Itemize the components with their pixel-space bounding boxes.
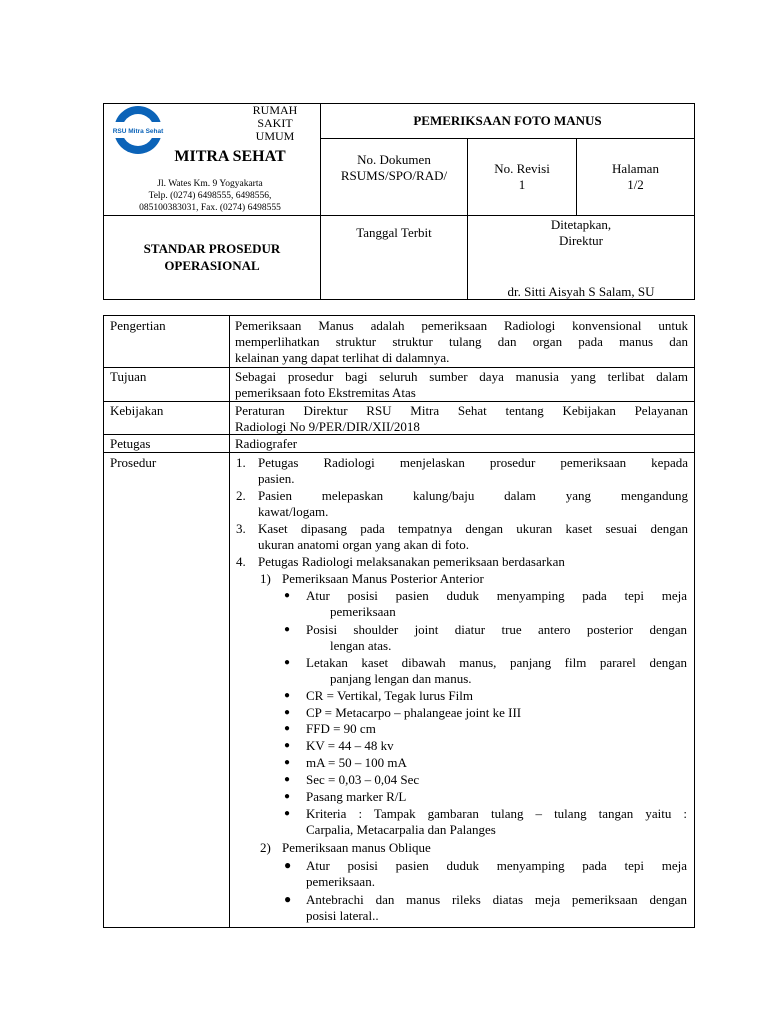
sop-title-line-2: OPERASIONAL xyxy=(164,258,260,273)
sub-2-item-1-line-2: pemeriksaan. xyxy=(306,874,375,889)
sub-1-item-1-line-2: pemeriksaan xyxy=(330,604,396,619)
row-label-prosedur: Prosedur xyxy=(110,455,157,470)
bullet-icon: ● xyxy=(284,892,292,906)
bullet-icon: ● xyxy=(284,723,291,734)
step-4-line-1: Petugas Radiologi melaksanakan pemeriksaan berdasarkan xyxy=(258,554,565,569)
approved-by-label: Ditetapkan, xyxy=(550,217,612,232)
sub-1-title: Pemeriksaan Manus Posterior Anterior xyxy=(282,571,484,586)
address-line-2: Telp. (0274) 6498555, 6498556, xyxy=(148,191,272,201)
address-line-3: 085100383031, Fax. (0274) 6498555 xyxy=(139,203,281,213)
sub-1-number: 1) xyxy=(260,571,271,586)
pengertian-line-2: memperlihatkan struktur struktur tulang dan organ pada manus dan xyxy=(235,334,688,349)
bullet-icon: ● xyxy=(284,774,291,785)
bullet-icon: ● xyxy=(284,858,292,872)
sub-1-item-1-line-1: Atur posisi pasien duduk menyamping pada tepi meja xyxy=(306,588,687,603)
page-value: 1/2 xyxy=(627,177,644,192)
director-name: dr. Sitti Aisyah S Salam, SU xyxy=(507,284,655,299)
sub-1-item-kv: KV = 44 – 48 kv xyxy=(306,738,394,753)
pengertian-line-1: Pemeriksaan Manus adalah pemeriksaan Radiologi konvensional untuk xyxy=(235,318,688,333)
step-4-number: 4. xyxy=(236,554,246,569)
step-1-line-1: Petugas Radiologi menjelaskan prosedur pemeriksaan kepada xyxy=(258,455,688,470)
sub-1-item-3-line-2: panjang lengan dan manus. xyxy=(330,671,472,686)
step-2-line-2: kawat/logam. xyxy=(258,504,329,519)
sub-1-item-sec: Sec = 0,03 – 0,04 Sec xyxy=(306,772,420,787)
petugas-value: Radiografer xyxy=(235,436,298,451)
address-line-1: Jl. Wates Km. 9 Yogyakarta xyxy=(157,179,263,189)
sub-1-item-3-line-1: Letakan kaset dibawah manus, panjang film pararel dengan xyxy=(306,655,687,670)
org-label-line-2: SAKIT xyxy=(257,116,293,130)
tujuan-line-2: pemeriksaan foto Ekstremitas Atas xyxy=(235,385,416,400)
sub-1-item-marker: Pasang marker R/L xyxy=(306,789,407,804)
org-name: MITRA SEHAT xyxy=(174,148,286,165)
doc-number-label: No. Dokumen xyxy=(357,152,431,167)
sub-1-item-ffd: FFD = 90 cm xyxy=(306,721,376,736)
revision-value: 1 xyxy=(518,177,526,192)
page-label: Halaman xyxy=(612,161,659,176)
sub-2-title: Pemeriksaan manus Oblique xyxy=(282,840,431,855)
sub-1-item-ma: mA = 50 – 100 mA xyxy=(306,755,407,770)
kebijakan-line-2: Radiologi No 9/PER/DIR/XII/2018 xyxy=(235,419,420,434)
step-3-number: 3. xyxy=(236,521,246,536)
sub-1-item-kriteria-line-2: Carpalia, Metacarpalia dan Palanges xyxy=(306,822,496,837)
bullet-icon: ● xyxy=(284,757,291,768)
step-1-number: 1. xyxy=(236,455,246,470)
org-label-line-3: UMUM xyxy=(255,129,295,143)
bullet-icon: ● xyxy=(284,707,291,718)
step-1-line-2: pasien. xyxy=(258,471,295,486)
step-2-line-1: Pasien melepaskan kalung/baju dalam yang mengandung xyxy=(258,488,688,503)
pengertian-line-3: kelainan yang dapat terlihat di dalamnya. xyxy=(235,350,450,365)
revision-label: No. Revisi xyxy=(494,161,550,176)
doc-number-value: RSUMS/SPO/RAD/ xyxy=(340,168,448,183)
step-2-number: 2. xyxy=(236,488,246,503)
bullet-icon: ● xyxy=(284,791,291,802)
sub-1-item-2-line-1: Posisi shoulder joint diatur true antero posterior dengan xyxy=(306,622,687,637)
bullet-icon: ● xyxy=(284,740,291,751)
sub-1-item-2-line-2: lengan atas. xyxy=(330,638,392,653)
issued-date-label: Tanggal Terbit xyxy=(356,225,432,240)
sub-1-item-cp: CP = Metacarpo – phalangeae joint ke III xyxy=(306,705,522,720)
row-label-kebijakan: Kebijakan xyxy=(110,403,164,418)
tujuan-line-1: Sebagai prosedur bagi seluruh sumber daya manusia yang terlibat dalam xyxy=(235,369,688,384)
sub-1-item-cr: CR = Vertikal, Tegak lurus Film xyxy=(306,688,473,703)
sub-1-item-kriteria-line-1: Kriteria : Tampak gambaran tulang – tulang tangan yaitu : xyxy=(306,806,687,821)
org-label-line-1: RUMAH xyxy=(252,103,298,117)
document-title: PEMERIKSAAN FOTO MANUS xyxy=(413,113,602,128)
bullet-icon: ● xyxy=(284,690,291,701)
sub-2-number: 2) xyxy=(260,840,271,855)
step-3-line-1: Kaset dipasang pada tempatnya dengan ukuran kaset sesuai dengan xyxy=(258,521,688,536)
bullet-icon: ● xyxy=(284,590,291,601)
sub-2-item-2-line-1: Antebrachi dan manus rileks diatas meja pemeriksaan dengan xyxy=(306,892,687,907)
logo-text: RSU Mitra Sehat xyxy=(112,128,164,135)
bullet-icon: ● xyxy=(284,808,291,819)
row-label-petugas: Petugas xyxy=(110,436,151,451)
bullet-icon: ● xyxy=(284,624,291,635)
step-3-line-2: ukuran anatomi organ yang akan di foto. xyxy=(258,537,469,552)
sub-2-item-2-line-2: posisi lateral.. xyxy=(306,908,379,923)
row-label-tujuan: Tujuan xyxy=(110,369,147,384)
bullet-icon: ● xyxy=(284,657,291,668)
row-label-pengertian: Pengertian xyxy=(110,318,166,333)
sub-2-item-1-line-1: Atur posisi pasien duduk menyamping pada tepi meja xyxy=(306,858,687,873)
sop-title-line-1: STANDAR PROSEDUR xyxy=(143,241,281,256)
director-title: Direktur xyxy=(558,233,604,248)
kebijakan-line-1: Peraturan Direktur RSU Mitra Sehat tentang Kebijakan Pelayanan xyxy=(235,403,688,418)
